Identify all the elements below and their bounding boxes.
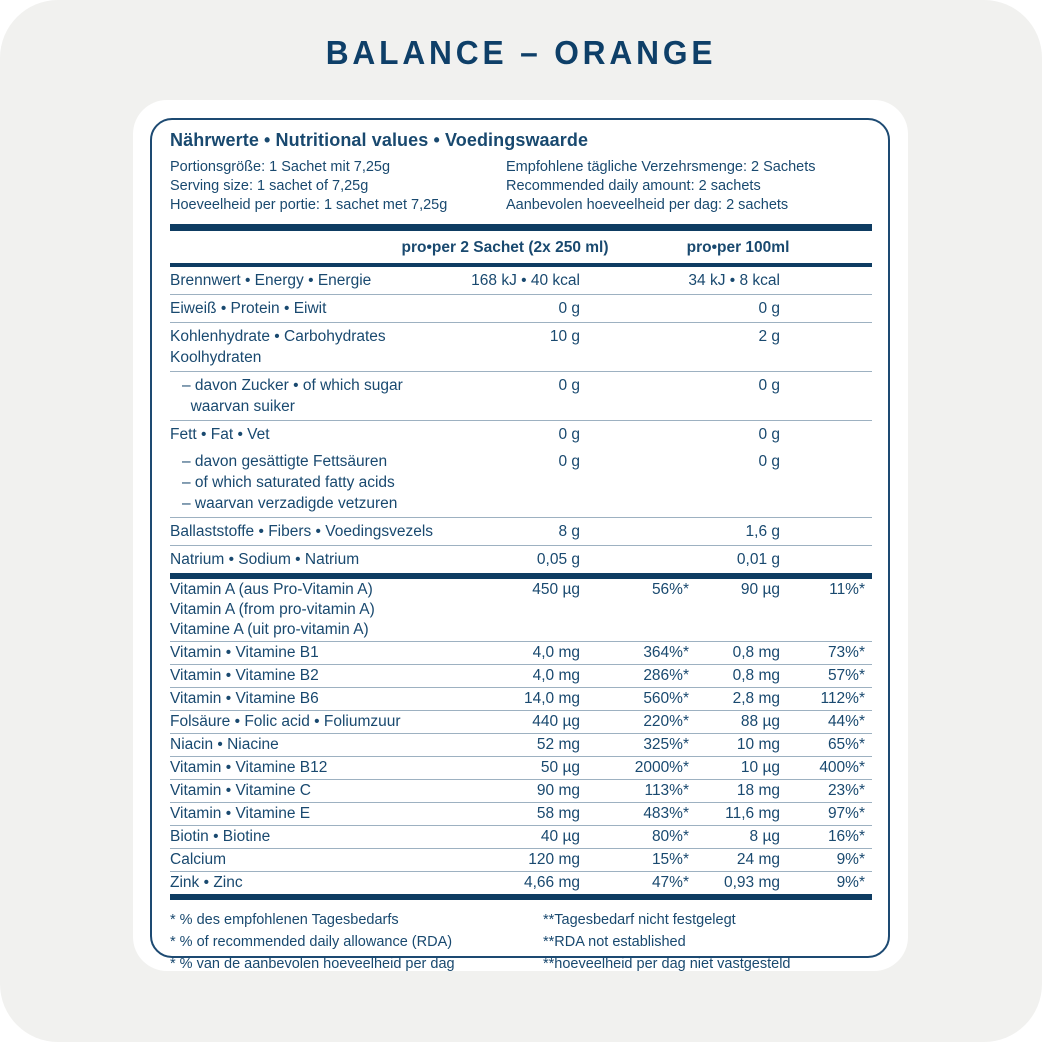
divider-bar-top (170, 224, 872, 231)
row-label-line: Folsäure • Folic acid • Foliumzuur (170, 713, 401, 730)
row-label-line: Vitamin • Vitamine B2 (170, 667, 319, 684)
row-label-line: Fett • Fat • Vet (170, 426, 270, 443)
value-per-2-sachets: 0 g (558, 426, 580, 443)
col-header-per-100ml: pro•per 100ml (686, 239, 790, 256)
table-row (170, 757, 872, 780)
value-per-100ml: 0 g (758, 426, 780, 443)
footnote-rda-nl: * % van de aanbevolen hoeveelheid per dag (170, 956, 455, 972)
rda-pct-per-100ml: 11%* (829, 581, 865, 598)
micronutrient-rows (170, 579, 872, 894)
row-label-line: – waarvan verzadigde vetzuren (182, 495, 398, 512)
rda-pct-per-100ml: 9%* (836, 874, 865, 891)
rda-pct-per-2-sachets: 560%* (643, 690, 689, 707)
rda-pct-per-2-sachets: 113%* (644, 782, 689, 799)
row-label-line: Vitamin • Vitamine B6 (170, 690, 319, 707)
value-per-100ml: 0 g (758, 377, 780, 394)
row-label-line: Biotin • Biotine (170, 828, 271, 845)
nutrition-panel (150, 118, 890, 972)
table-row (170, 642, 872, 665)
amount-per-2-sachets: 50 µg (540, 759, 580, 776)
amount-per-100ml: 0,8 mg (732, 667, 780, 684)
row-label-line: waarvan suiker (182, 398, 295, 415)
rda-pct-per-100ml: 73%* (827, 644, 865, 661)
serving-size-en: Serving size: 1 sachet of 7,25g (170, 178, 369, 194)
row-label-line: Vitamine A (uit pro-vitamin A) (170, 621, 369, 638)
table-row (170, 518, 872, 546)
rda-pct-per-100ml: 57%* (827, 667, 865, 684)
table-row (170, 734, 872, 757)
row-label-line: – davon Zucker • of which sugar (182, 377, 403, 394)
row-label-line: – of which saturated fatty acids (182, 474, 395, 491)
row-label-line: Brennwert • Energy • Energie (170, 272, 372, 289)
footnote-not-established-en: **RDA not established (543, 934, 686, 950)
rda-pct-per-100ml: 44%* (827, 713, 865, 730)
table-row (170, 579, 872, 642)
rda-pct-per-100ml: 65%* (827, 736, 865, 753)
rda-pct-per-100ml: 112%* (820, 690, 865, 707)
table-row (170, 688, 872, 711)
value-per-2-sachets: 168 kJ • 40 kcal (471, 272, 580, 289)
divider-bar-bottom (170, 894, 872, 900)
row-label-line: Vitamin • Vitamine B12 (170, 759, 328, 776)
table-row (170, 372, 872, 421)
row-label-line: Niacin • Niacine (170, 736, 279, 753)
table-row (170, 421, 872, 448)
amount-per-100ml: 10 µg (740, 759, 780, 776)
rda-pct-per-2-sachets: 2000%* (634, 759, 689, 776)
rda-pct-per-2-sachets: 286%* (643, 667, 689, 684)
row-label-line: Natrium • Sodium • Natrium (170, 551, 360, 568)
amount-per-100ml: 88 µg (740, 713, 780, 730)
amount-per-100ml: 10 mg (736, 736, 780, 753)
daily-amount-de: Empfohlene tägliche Verzehrsmenge: 2 Sachets (506, 159, 816, 175)
amount-per-2-sachets: 120 mg (528, 851, 580, 868)
row-label-line: Vitamin • Vitamine E (170, 805, 311, 822)
row-label-line: – davon gesättigte Fettsäuren (182, 453, 388, 470)
rda-pct-per-100ml: 97%* (827, 805, 865, 822)
row-label-line: Vitamin A (from pro-vitamin A) (170, 601, 375, 618)
value-per-2-sachets: 10 g (549, 328, 580, 345)
column-headers (170, 231, 872, 263)
table-row (170, 665, 872, 688)
amount-per-2-sachets: 4,0 mg (532, 644, 580, 661)
row-label-line: Ballaststoffe • Fibers • Voedingsvezels (170, 523, 434, 540)
value-per-100ml: 0,01 g (736, 551, 780, 568)
rda-pct-per-2-sachets: 364%* (643, 644, 689, 661)
table-row (170, 780, 872, 803)
col-header-per-2-sachets: pro•per 2 Sachet (2x 250 ml) (401, 239, 609, 256)
table-row (170, 323, 872, 372)
footnote-rda-de: * % des empfohlenen Tagesbedarfs (170, 912, 399, 928)
amount-per-100ml: 0,93 mg (723, 874, 780, 891)
value-per-2-sachets: 0 g (558, 377, 580, 394)
amount-per-2-sachets: 450 µg (532, 581, 580, 598)
daily-amount-nl: Aanbevolen hoeveelheid per dag: 2 sachets (506, 197, 789, 213)
amount-per-100ml: 0,8 mg (732, 644, 780, 661)
row-label-line: Eiweiß • Protein • Eiwit (170, 300, 327, 317)
table-row (170, 872, 872, 894)
amount-per-100ml: 90 µg (740, 581, 780, 598)
amount-per-100ml: 8 µg (749, 828, 780, 845)
row-label-line: Zink • Zinc (170, 874, 243, 891)
rda-pct-per-2-sachets: 80%* (651, 828, 689, 845)
amount-per-2-sachets: 40 µg (540, 828, 580, 845)
rda-pct-per-2-sachets: 47%* (651, 874, 689, 891)
amount-per-2-sachets: 14,0 mg (523, 690, 580, 707)
amount-per-2-sachets: 58 mg (536, 805, 580, 822)
daily-amount-en: Recommended daily amount: 2 sachets (506, 178, 761, 194)
nutrition-card (133, 100, 908, 971)
value-per-100ml: 0 g (758, 453, 780, 470)
table-row (170, 711, 872, 734)
value-per-2-sachets: 0 g (558, 300, 580, 317)
amount-per-100ml: 11,6 mg (725, 805, 780, 822)
rda-pct-per-2-sachets: 15%* (651, 851, 689, 868)
value-per-2-sachets: 0 g (558, 453, 580, 470)
row-label-line: Kohlenhydrate • Carbohydrates (170, 328, 386, 345)
amount-per-2-sachets: 90 mg (536, 782, 580, 799)
row-label-line: Koolhydraten (170, 349, 262, 366)
row-label-line: Vitamin • Vitamine B1 (170, 644, 319, 661)
rda-pct-per-2-sachets: 220%* (643, 713, 689, 730)
table-row (170, 849, 872, 872)
rda-pct-per-2-sachets: 483%* (643, 805, 689, 822)
footnote-rda-en: * % of recommended daily allowance (RDA) (170, 934, 453, 950)
serving-size-nl: Hoeveelheid per portie: 1 sachet met 7,25g (170, 197, 448, 213)
nutrition-heading: Nährwerte • Nutritional values • Voedingswaarde (170, 130, 589, 150)
table-row (170, 448, 872, 518)
amount-per-100ml: 2,8 mg (732, 690, 780, 707)
table-row (170, 267, 872, 295)
rda-pct-per-100ml: 400%* (819, 759, 865, 776)
value-per-100ml: 1,6 g (745, 523, 780, 540)
footnote-not-established-nl: **hoeveelheid per dag niet vastgesteld (543, 956, 791, 972)
serving-info (170, 158, 872, 215)
amount-per-100ml: 24 mg (736, 851, 780, 868)
value-per-100ml: 2 g (758, 328, 780, 345)
row-label-line: Vitamin A (aus Pro-Vitamin A) (170, 581, 373, 598)
amount-per-2-sachets: 52 mg (536, 736, 580, 753)
table-row (170, 826, 872, 849)
amount-per-2-sachets: 440 µg (532, 713, 580, 730)
serving-size-de: Portionsgröße: 1 Sachet mit 7,25g (170, 159, 391, 175)
row-label-line: Calcium (170, 851, 226, 868)
amount-per-2-sachets: 4,0 mg (532, 667, 580, 684)
value-per-100ml: 34 kJ • 8 kcal (688, 272, 780, 289)
value-per-100ml: 0 g (758, 300, 780, 317)
value-per-2-sachets: 8 g (558, 523, 580, 540)
rda-pct-per-100ml: 23%* (827, 782, 865, 799)
footnote-not-established-de: **Tagesbedarf nicht festgelegt (543, 912, 736, 928)
amount-per-2-sachets: 4,66 mg (523, 874, 580, 891)
footnotes (170, 909, 872, 975)
rda-pct-per-100ml: 16%* (827, 828, 865, 845)
rda-pct-per-100ml: 9%* (836, 851, 865, 868)
table-row (170, 295, 872, 323)
value-per-2-sachets: 0,05 g (536, 551, 580, 568)
table-row (170, 803, 872, 826)
row-label-line: Vitamin • Vitamine C (170, 782, 311, 799)
macronutrient-rows (170, 267, 872, 573)
rda-pct-per-2-sachets: 325%* (643, 736, 689, 753)
table-row (170, 546, 872, 573)
rda-pct-per-2-sachets: 56%* (651, 581, 689, 598)
amount-per-100ml: 18 mg (736, 782, 780, 799)
product-title: BALANCE – ORANGE (325, 34, 717, 71)
